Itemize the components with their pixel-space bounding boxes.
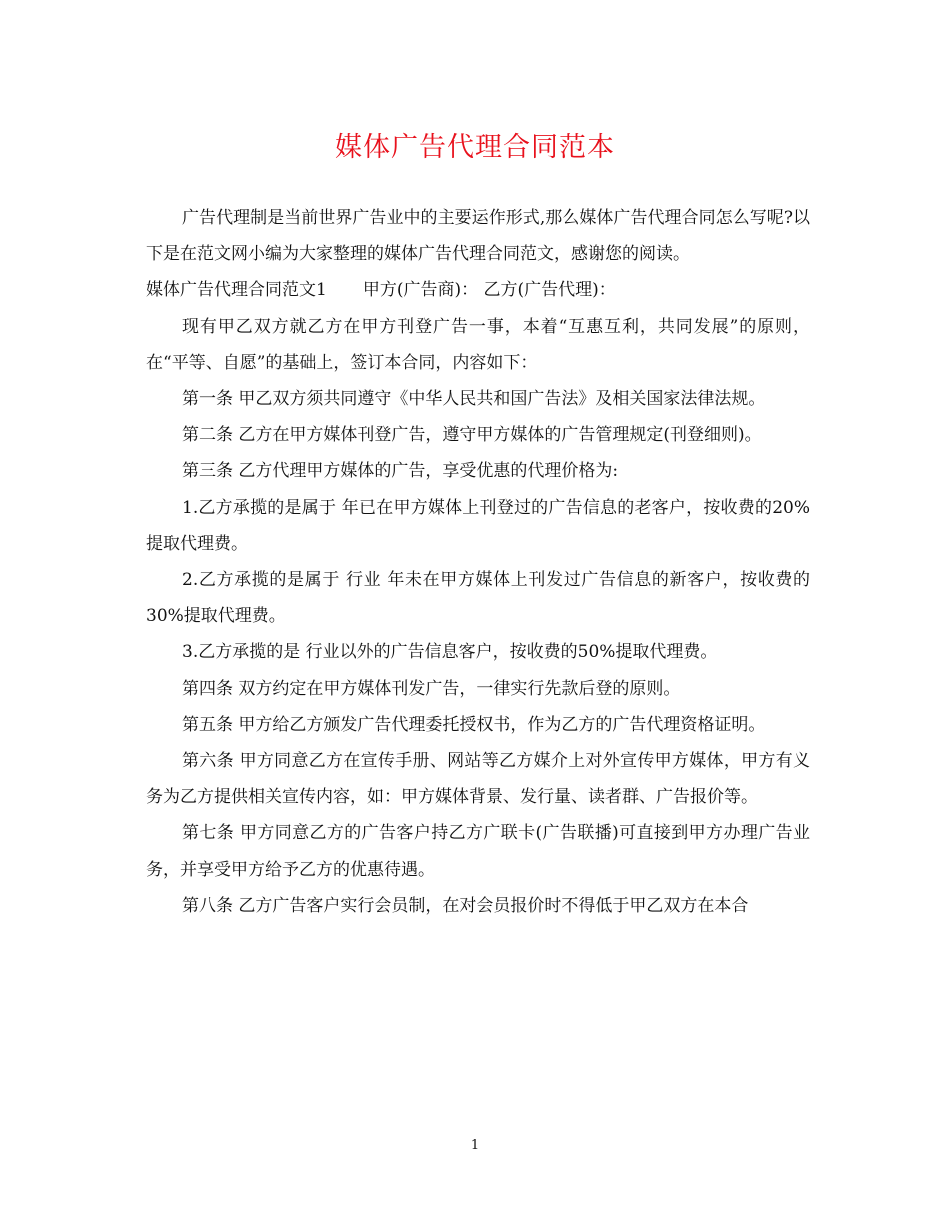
intro-paragraph: 广告代理制是当前世界广告业中的主要运作形式,那么媒体广告代理合同怎么写呢?以下是在范文网小编为大家整理的媒体广告代理合同范文，感谢您的阅读。: [146, 208, 810, 265]
preamble-paragraph: 现有甲乙双方就乙方在甲方刊登广告一事，本着“互惠互利，共同发展”的原则，在“平等、自愿”的基础上，签订本合同，内容如下：: [146, 316, 810, 373]
party-a-label: 甲方(广告商)：: [362, 280, 479, 301]
party-b-label: 乙方(广告代理)：: [483, 280, 616, 301]
article-3: 第三条 乙方代理甲方媒体的广告，享受优惠的代理价格为:: [182, 461, 619, 482]
article-6: 第六条 甲方同意乙方在宣传手册、网站等乙方媒介上对外宣传甲方媒体，甲方有义务为乙方提供相关宣传内容，如：甲方媒体背景、发行量、读者群、广告报价等。: [146, 751, 810, 808]
document-body: [146, 200, 810, 924]
article-8: 第八条 乙方广告客户实行会员制，在对会员报价时不得低于甲乙双方在本合: [182, 895, 749, 916]
article-5: 第五条 甲方给乙方颁发广告代理委托授权书，作为乙方的广告代理资格证明。: [182, 714, 766, 735]
article-3-item-1: 1.乙方承揽的是属于 年已在甲方媒体上刊登过的广告信息的老客户，按收费的20%提取代理费。: [146, 497, 810, 554]
sample-heading-line: [146, 272, 810, 308]
article-2: 第二条 乙方在甲方媒体刊登广告，遵守甲方媒体的广告管理规定(刊登细则)。: [182, 425, 762, 446]
article-4: 第四条 双方约定在甲方媒体刊发广告，一律实行先款后登的原则。: [182, 678, 681, 699]
document-title: 媒体广告代理合同范本: [335, 132, 615, 163]
article-3-item-3: 3.乙方承揽的是 行业以外的广告信息客户，按收费的50%提取代理费。: [182, 642, 718, 663]
article-7: 第七条 甲方同意乙方的广告客户持乙方广联卡(广告联播)可直接到甲方办理广告业务，并享受甲方给予乙方的优惠待遇。: [146, 823, 810, 880]
article-1: 第一条 甲乙双方须共同遵守《中华人民共和国广告法》及相关国家法律法规。: [182, 389, 766, 410]
page-number: 1: [470, 1138, 480, 1153]
sample-heading: 媒体广告代理合同范文1: [146, 280, 327, 301]
article-3-item-2: 2.乙方承揽的是属于 行业 年未在甲方媒体上刊发过广告信息的新客户，按收费的30%提取代理费。: [146, 570, 810, 627]
